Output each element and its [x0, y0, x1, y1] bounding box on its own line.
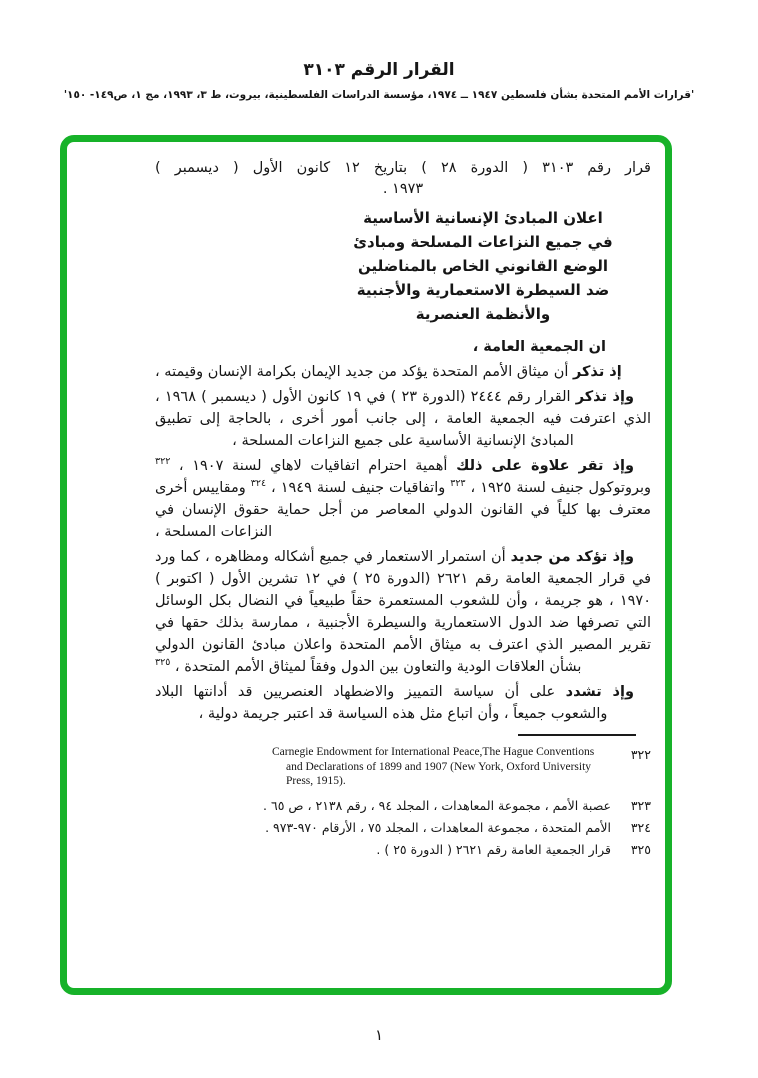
resolution-heading-line: والأنظمة العنصرية	[415, 305, 551, 323]
source-citation: 'قرارات الأمم المتحدة بشأن فلسطين ١٩٤٧ ــ ١٩٧٤، مؤسسة الدراسات الفلسطينية، بيروت، ط ٣، ١٩٩٣، مج ١، ص١٤٩- ١٥٠'	[63, 89, 695, 101]
footnote-text: الأمم المتحدة ، مجموعة المعاهدات ، المجلد ٧٥ ، الأرقام ٩٧٠-٩٧٣ .	[265, 819, 611, 835]
footnote-row	[155, 796, 651, 816]
resolution-body	[155, 336, 651, 725]
footnote-number: ٣٢٤	[630, 819, 651, 835]
footnote-text: قرار الجمعية العامة رقم ٢٦٢١ ( الدورة ٢٥ ) .	[376, 841, 611, 857]
paragraph-text: ومقاييس أخرى معترف بها كلياً في القانون الدولي المعاصر من أجل حماية حقوق الإنسان في النزاعات المسلحة ،	[155, 480, 651, 540]
footnote-reference: ٣٢٤	[250, 478, 267, 490]
footnote-row	[155, 840, 651, 860]
resolution-intro-year: ١٩٧٣ .	[382, 181, 424, 197]
resolution-heading-line: الوضع القانوني الخاص بالمناضلين	[358, 257, 608, 275]
footnote-reference: ٣٢٥	[155, 657, 171, 669]
footnote-separator	[518, 734, 636, 736]
paragraph-text: أن ميثاق الأمم المتحدة يؤكد من جديد الإيمان بكرامة الإنسان وقيمته ،	[155, 364, 573, 380]
footnote-row	[155, 745, 651, 789]
page-header	[0, 0, 758, 101]
document-frame	[60, 135, 672, 995]
footnote-text: عصبة الأمم ، مجموعة المعاهدات ، المجلد ٩٤ ، رقم ٢١٣٨ ، ص ٦٥ .	[263, 797, 611, 813]
footnote-reference: ٣٢٢	[155, 456, 171, 468]
footnote-row	[155, 818, 651, 838]
resolution-heading-line: اعلان المبادئ الإنسانية الأساسية	[363, 209, 603, 227]
body-paragraph	[155, 336, 651, 358]
paragraph-lead: وإذ تؤكد من جديد	[510, 549, 634, 565]
footnote-reference: ٣٢٣	[450, 478, 466, 490]
footnote-number: ٣٢٣	[630, 797, 651, 813]
paragraph-text: وبروتوكول جنيف لسنة ١٩٢٥ ،	[465, 480, 652, 496]
page-number: ١	[374, 1026, 384, 1044]
document-content	[67, 142, 665, 988]
resolution-intro-line: قرار رقم ٣١٠٣ ( الدورة ٢٨ ) بتاريخ ١٢ كانون الأول ( ديسمبر )	[155, 160, 651, 176]
footnote-text: Carnegie Endowment for International Peace,The Hague Conventions and Declarations of 1899 and 1907 (New York, Oxford University Press, 1915).	[272, 746, 595, 787]
body-paragraph	[155, 386, 651, 452]
body-paragraph	[155, 361, 651, 383]
footnote-number: ٣٢٢	[630, 747, 651, 762]
footnotes	[155, 745, 651, 860]
paragraph-text: أهمية احترام اتفاقيات لاهاي لسنة ١٩٠٧ ،	[170, 458, 457, 474]
body-paragraph	[155, 546, 651, 678]
resolution-number-title: القرار الرقم ٣١٠٣	[303, 60, 455, 80]
body-paragraph	[155, 455, 651, 543]
body-paragraph	[155, 681, 651, 725]
resolution-heading-line: ضد السيطرة الاستعمارية والأجنبية	[356, 281, 610, 299]
footnote-number: ٣٢٥	[630, 841, 651, 857]
paragraph-lead: وإذ تشدد	[565, 684, 634, 700]
paragraph-lead: ان الجمعية العامة ،	[472, 339, 606, 355]
paragraph-lead: وإذ تقر علاوة على ذلك	[456, 458, 634, 474]
resolution-heading	[315, 206, 651, 326]
paragraph-lead: إذ تذكر	[572, 364, 622, 380]
paragraph-text: أن استمرار الاستعمار في جميع أشكاله ومظاهره ، كما ورد في قرار الجمعية العامة رقم ٢٦٢١ (الدورة ٢٥ ) في ١٢ تشرين الأول ( اكتوبر ) ١٩٧٠ ، هو جريمة ، وأن للشعوب المستعمرة حقاً طبيعياً في النضال بكل الوسائل التي تصرفها ضد الدول الاستعمارية والسيطرة الأجنبية ، ممارسة بذلك حقها في تقرير المصير الذي اعترف به ميثاق الأمم المتحدة واعلان مبادئ القانون الدولي بشأن العلاقات الودية والتعاون بين الدول وفقاً لميثاق الأمم المتحدة ،	[155, 549, 651, 675]
paragraph-lead: وإذ تذكر	[575, 389, 634, 405]
resolution-heading-line: في جميع النزاعات المسلحة ومبادئ	[353, 233, 613, 251]
paragraph-text: واتفاقيات جنيف لسنة ١٩٤٩ ،	[266, 480, 451, 496]
paragraph-text: القرار رقم ٢٤٤٤ (الدورة ٢٣ ) في ١٩ كانون الأول ( ديسمبر ) ١٩٦٨ ، الذي اعترفت فيه الجمعية العامة ، إلى جانب أمور أخرى ، بالحاجة إلى تطبيق المبادئ الإنسانية الأساسية على جميع النزاعات المسلحة ،	[155, 389, 651, 449]
paragraph-text: على أن سياسة التمييز والاضطهاد العنصريين قد أدانتها البلاد والشعوب جميعاً ، وأن اتباع مثل هذه السياسة قد اعتبر جريمة دولية ،	[155, 684, 608, 722]
